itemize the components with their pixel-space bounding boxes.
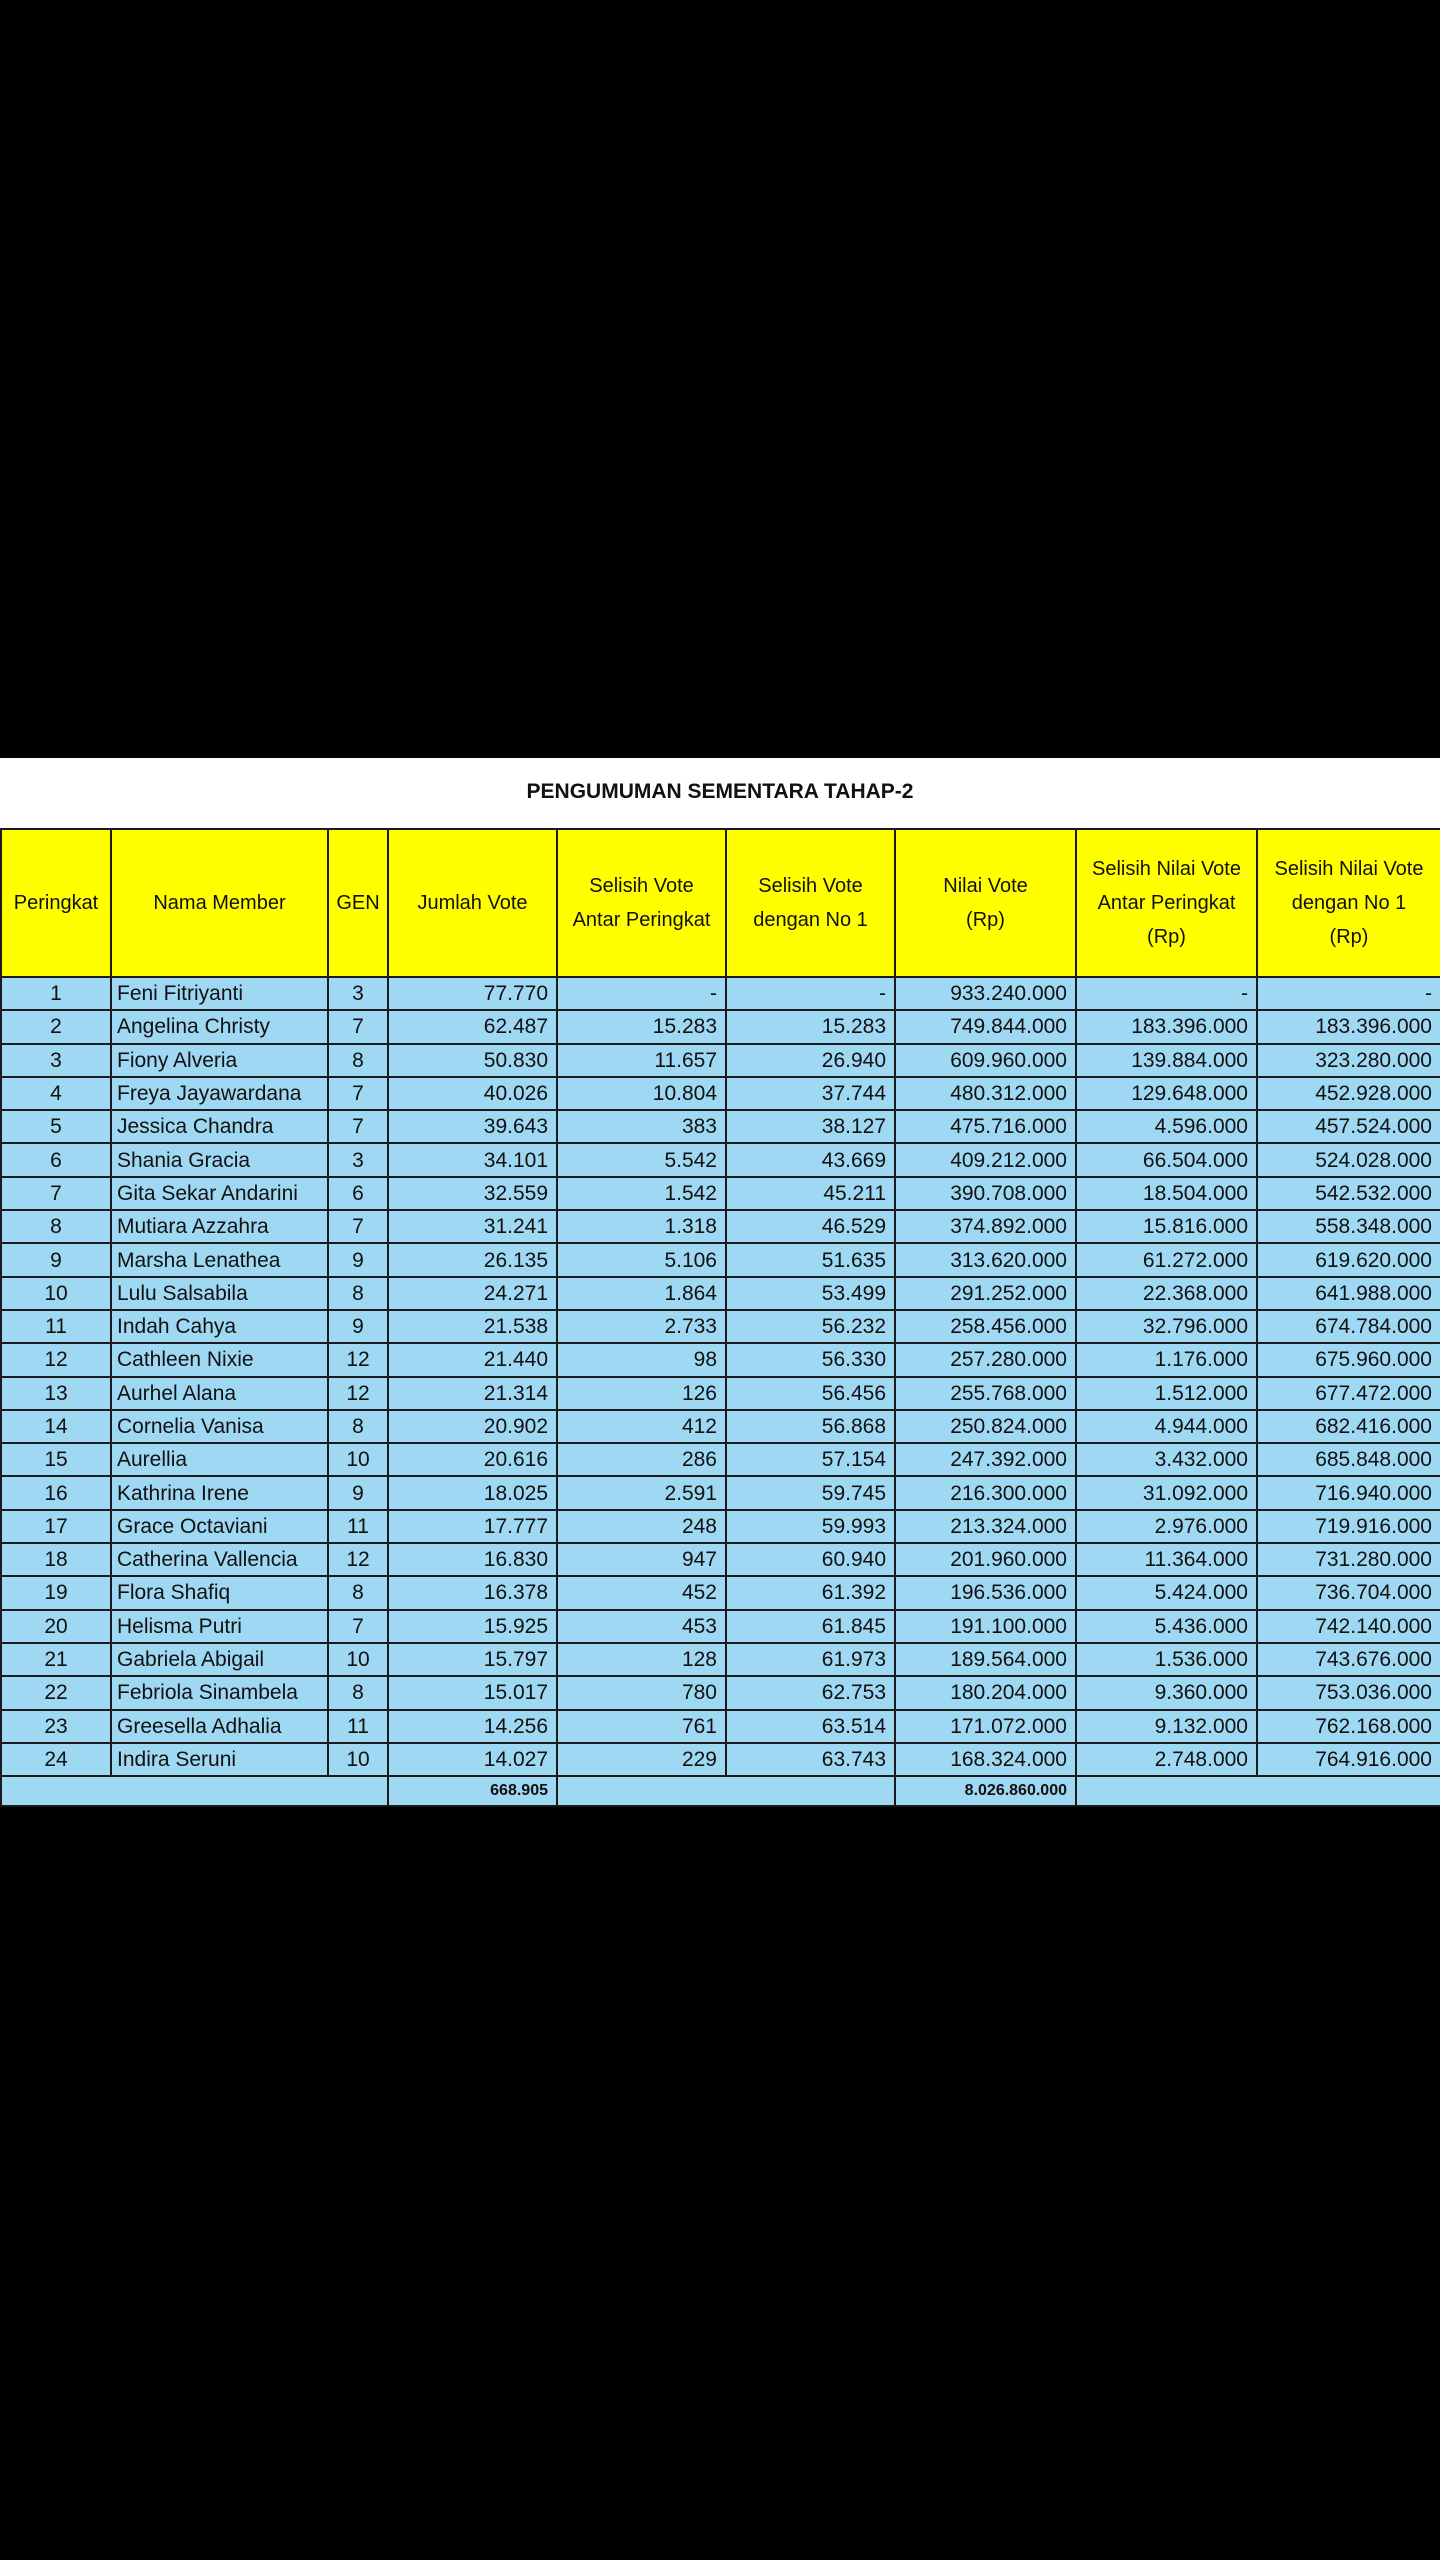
cell-value-diff-first: 323.280.000 [1257,1044,1440,1077]
cell-diff-first: 56.330 [726,1343,895,1376]
cell-diff-prev: 780 [557,1676,726,1709]
cell-diff-prev: 2.733 [557,1310,726,1343]
cell-diff-first: 62.753 [726,1676,895,1709]
cell-value: 191.100.000 [895,1610,1076,1643]
cell-diff-prev: 2.591 [557,1476,726,1509]
cell-diff-prev: 126 [557,1377,726,1410]
cell-value-diff-first: 558.348.000 [1257,1210,1440,1243]
cell-diff-prev: 1.318 [557,1210,726,1243]
cell-gen: 10 [328,1643,388,1676]
cell-gen: 7 [328,1610,388,1643]
cell-name: Greesella Adhalia [111,1710,328,1743]
cell-diff-first: 45.211 [726,1177,895,1210]
cell-value-diff-prev: 183.396.000 [1076,1010,1257,1043]
cell-gen: 7 [328,1077,388,1110]
cell-value: 291.252.000 [895,1277,1076,1310]
cell-name: Jessica Chandra [111,1110,328,1143]
cell-value-diff-first: 542.532.000 [1257,1177,1440,1210]
cell-value-diff-first: 457.524.000 [1257,1110,1440,1143]
cell-value-diff-prev: 1.176.000 [1076,1343,1257,1376]
table-row [1,1110,1440,1143]
cell-diff-first: 26.940 [726,1044,895,1077]
cell-rank: 16 [1,1476,111,1509]
cell-name: Helisma Putri [111,1610,328,1643]
table-row [1,1377,1440,1410]
cell-value: 213.324.000 [895,1510,1076,1543]
cell-diff-prev: 5.542 [557,1143,726,1176]
cell-diff-first: 63.743 [726,1743,895,1776]
cell-rank: 1 [1,977,111,1010]
header-rank: Peringkat [1,829,111,977]
cell-votes: 62.487 [388,1010,557,1043]
header-value-diff-first: Selisih Nilai Vote dengan No 1 (Rp) [1257,829,1440,977]
cell-name: Aurellia [111,1443,328,1476]
cell-rank: 10 [1,1277,111,1310]
cell-value: 216.300.000 [895,1476,1076,1509]
cell-diff-prev: 248 [557,1510,726,1543]
cell-gen: 7 [328,1210,388,1243]
cell-value-diff-first: 719.916.000 [1257,1510,1440,1543]
cell-votes: 50.830 [388,1044,557,1077]
cell-value-diff-first: 452.928.000 [1257,1077,1440,1110]
cell-value-diff-first: 742.140.000 [1257,1610,1440,1643]
cell-votes: 14.256 [388,1710,557,1743]
table-row [1,1476,1440,1509]
cell-votes: 21.314 [388,1377,557,1410]
cell-name: Flora Shafiq [111,1576,328,1609]
cell-value: 257.280.000 [895,1343,1076,1376]
cell-diff-first: 43.669 [726,1143,895,1176]
cell-name: Febriola Sinambela [111,1676,328,1709]
cell-gen: 10 [328,1443,388,1476]
cell-value: 189.564.000 [895,1643,1076,1676]
cell-value: 609.960.000 [895,1044,1076,1077]
cell-value: 255.768.000 [895,1377,1076,1410]
cell-votes: 40.026 [388,1077,557,1110]
cell-value-diff-prev: 4.944.000 [1076,1410,1257,1443]
cell-value-diff-prev: 2.748.000 [1076,1743,1257,1776]
total-votes: 668.905 [388,1776,557,1806]
cell-value-diff-first: 524.028.000 [1257,1143,1440,1176]
cell-value: 196.536.000 [895,1576,1076,1609]
cell-value-diff-prev: 11.364.000 [1076,1543,1257,1576]
cell-gen: 8 [328,1410,388,1443]
cell-gen: 7 [328,1010,388,1043]
cell-value-diff-prev: 22.368.000 [1076,1277,1257,1310]
cell-diff-prev: 229 [557,1743,726,1776]
cell-diff-first: 37.744 [726,1077,895,1110]
cell-name: Lulu Salsabila [111,1277,328,1310]
table-row [1,1143,1440,1176]
cell-rank: 13 [1,1377,111,1410]
cell-rank: 21 [1,1643,111,1676]
cell-name: Cornelia Vanisa [111,1410,328,1443]
cell-value-diff-prev: 1.536.000 [1076,1643,1257,1676]
cell-diff-first: - [726,977,895,1010]
table-row [1,1243,1440,1276]
cell-name: Marsha Lenathea [111,1243,328,1276]
cell-value-diff-first: - [1257,977,1440,1010]
cell-value-diff-first: 682.416.000 [1257,1410,1440,1443]
cell-diff-first: 53.499 [726,1277,895,1310]
cell-diff-prev: 453 [557,1610,726,1643]
cell-rank: 7 [1,1177,111,1210]
results-table [0,828,1440,1807]
cell-value: 180.204.000 [895,1676,1076,1709]
cell-diff-prev: 286 [557,1443,726,1476]
cell-votes: 34.101 [388,1143,557,1176]
cell-value-diff-prev: 1.512.000 [1076,1377,1257,1410]
cell-diff-first: 46.529 [726,1210,895,1243]
cell-value-diff-first: 764.916.000 [1257,1743,1440,1776]
cell-diff-first: 61.973 [726,1643,895,1676]
cell-votes: 39.643 [388,1110,557,1143]
cell-name: Gita Sekar Andarini [111,1177,328,1210]
cell-gen: 6 [328,1177,388,1210]
cell-diff-first: 63.514 [726,1710,895,1743]
cell-votes: 15.797 [388,1643,557,1676]
cell-value-diff-first: 685.848.000 [1257,1443,1440,1476]
cell-value-diff-prev: - [1076,977,1257,1010]
cell-votes: 31.241 [388,1210,557,1243]
cell-value-diff-first: 619.620.000 [1257,1243,1440,1276]
cell-value: 250.824.000 [895,1410,1076,1443]
cell-diff-prev: 1.542 [557,1177,726,1210]
cell-name: Mutiara Azzahra [111,1210,328,1243]
cell-votes: 77.770 [388,977,557,1010]
cell-diff-prev: 412 [557,1410,726,1443]
cell-value-diff-prev: 18.504.000 [1076,1177,1257,1210]
cell-value-diff-prev: 66.504.000 [1076,1143,1257,1176]
header-diff-first: Selisih Vote dengan No 1 [726,829,895,977]
sheet-title: PENGUMUMAN SEMENTARA TAHAP-2 [526,780,914,803]
cell-value-diff-prev: 5.424.000 [1076,1576,1257,1609]
cell-value: 247.392.000 [895,1443,1076,1476]
table-row [1,977,1440,1010]
cell-value-diff-first: 753.036.000 [1257,1676,1440,1709]
cell-name: Kathrina Irene [111,1476,328,1509]
cell-name: Indah Cahya [111,1310,328,1343]
cell-votes: 16.830 [388,1543,557,1576]
cell-diff-first: 57.154 [726,1443,895,1476]
cell-value-diff-prev: 9.132.000 [1076,1710,1257,1743]
cell-rank: 12 [1,1343,111,1376]
cell-diff-prev: - [557,977,726,1010]
cell-gen: 8 [328,1676,388,1709]
cell-rank: 24 [1,1743,111,1776]
cell-rank: 23 [1,1710,111,1743]
cell-value: 409.212.000 [895,1143,1076,1176]
cell-gen: 7 [328,1110,388,1143]
spreadsheet [0,758,1440,1805]
cell-diff-prev: 11.657 [557,1044,726,1077]
cell-diff-first: 15.283 [726,1010,895,1043]
cell-name: Freya Jayawardana [111,1077,328,1110]
cell-name: Angelina Christy [111,1010,328,1043]
totals-row [1,1776,1440,1806]
cell-value-diff-prev: 4.596.000 [1076,1110,1257,1143]
cell-diff-prev: 383 [557,1110,726,1143]
totals-blank-2 [557,1776,895,1806]
cell-gen: 9 [328,1476,388,1509]
cell-value-diff-first: 674.784.000 [1257,1310,1440,1343]
table-row [1,1510,1440,1543]
table-row [1,1643,1440,1676]
totals-blank [1,1776,388,1806]
cell-value-diff-first: 677.472.000 [1257,1377,1440,1410]
cell-value-diff-first: 675.960.000 [1257,1343,1440,1376]
cell-votes: 21.538 [388,1310,557,1343]
cell-rank: 8 [1,1210,111,1243]
header-value: Nilai Vote (Rp) [895,829,1076,977]
table-row [1,1610,1440,1643]
cell-name: Cathleen Nixie [111,1343,328,1376]
table-row [1,1077,1440,1110]
cell-rank: 19 [1,1576,111,1609]
cell-value: 374.892.000 [895,1210,1076,1243]
cell-value-diff-prev: 129.648.000 [1076,1077,1257,1110]
cell-name: Fiony Alveria [111,1044,328,1077]
cell-votes: 20.616 [388,1443,557,1476]
cell-diff-first: 61.392 [726,1576,895,1609]
cell-diff-prev: 5.106 [557,1243,726,1276]
cell-votes: 14.027 [388,1743,557,1776]
cell-value: 749.844.000 [895,1010,1076,1043]
cell-value-diff-first: 743.676.000 [1257,1643,1440,1676]
cell-votes: 21.440 [388,1343,557,1376]
cell-rank: 14 [1,1410,111,1443]
cell-value-diff-first: 716.940.000 [1257,1476,1440,1509]
cell-value-diff-first: 736.704.000 [1257,1576,1440,1609]
table-row [1,1443,1440,1476]
cell-votes: 15.017 [388,1676,557,1709]
header-row [1,829,1440,977]
cell-rank: 11 [1,1310,111,1343]
cell-value-diff-prev: 9.360.000 [1076,1676,1257,1709]
cell-value: 171.072.000 [895,1710,1076,1743]
table-row [1,1010,1440,1043]
cell-diff-prev: 128 [557,1643,726,1676]
cell-votes: 26.135 [388,1243,557,1276]
cell-diff-prev: 98 [557,1343,726,1376]
cell-value: 390.708.000 [895,1177,1076,1210]
cell-gen: 9 [328,1243,388,1276]
cell-gen: 8 [328,1044,388,1077]
header-diff-prev: Selisih Vote Antar Peringkat [557,829,726,977]
header-name: Nama Member [111,829,328,977]
cell-rank: 9 [1,1243,111,1276]
cell-value: 475.716.000 [895,1110,1076,1143]
table-row [1,1277,1440,1310]
cell-gen: 10 [328,1743,388,1776]
cell-diff-first: 56.232 [726,1310,895,1343]
totals-blank-3 [1076,1776,1440,1806]
table-row [1,1743,1440,1776]
cell-votes: 18.025 [388,1476,557,1509]
cell-name: Grace Octaviani [111,1510,328,1543]
cell-rank: 15 [1,1443,111,1476]
cell-value-diff-prev: 3.432.000 [1076,1443,1257,1476]
cell-diff-prev: 1.864 [557,1277,726,1310]
cell-value: 480.312.000 [895,1077,1076,1110]
cell-value-diff-first: 762.168.000 [1257,1710,1440,1743]
cell-name: Catherina Vallencia [111,1543,328,1576]
cell-rank: 3 [1,1044,111,1077]
cell-value-diff-prev: 15.816.000 [1076,1210,1257,1243]
cell-diff-prev: 15.283 [557,1010,726,1043]
table-row [1,1044,1440,1077]
cell-diff-first: 60.940 [726,1543,895,1576]
header-gen: GEN [328,829,388,977]
cell-name: Gabriela Abigail [111,1643,328,1676]
cell-diff-prev: 761 [557,1710,726,1743]
cell-value-diff-first: 641.988.000 [1257,1277,1440,1310]
cell-value-diff-prev: 5.436.000 [1076,1610,1257,1643]
cell-value: 168.324.000 [895,1743,1076,1776]
cell-diff-first: 38.127 [726,1110,895,1143]
cell-diff-first: 51.635 [726,1243,895,1276]
table-row [1,1576,1440,1609]
cell-votes: 32.559 [388,1177,557,1210]
cell-rank: 6 [1,1143,111,1176]
cell-diff-prev: 10.804 [557,1077,726,1110]
cell-value-diff-prev: 61.272.000 [1076,1243,1257,1276]
cell-votes: 16.378 [388,1576,557,1609]
cell-gen: 8 [328,1277,388,1310]
table-row [1,1676,1440,1709]
table-row [1,1710,1440,1743]
cell-gen: 8 [328,1576,388,1609]
cell-votes: 17.777 [388,1510,557,1543]
cell-diff-first: 59.993 [726,1510,895,1543]
cell-diff-first: 56.868 [726,1410,895,1443]
cell-value-diff-first: 183.396.000 [1257,1010,1440,1043]
table-row [1,1210,1440,1243]
cell-votes: 24.271 [388,1277,557,1310]
cell-votes: 20.902 [388,1410,557,1443]
total-value: 8.026.860.000 [895,1776,1076,1806]
cell-diff-first: 59.745 [726,1476,895,1509]
cell-value: 258.456.000 [895,1310,1076,1343]
cell-value-diff-prev: 31.092.000 [1076,1476,1257,1509]
cell-value: 313.620.000 [895,1243,1076,1276]
cell-value: 933.240.000 [895,977,1076,1010]
cell-rank: 22 [1,1676,111,1709]
cell-rank: 5 [1,1110,111,1143]
cell-gen: 3 [328,1143,388,1176]
table-row [1,1343,1440,1376]
cell-gen: 3 [328,977,388,1010]
cell-name: Shania Gracia [111,1143,328,1176]
header-votes: Jumlah Vote [388,829,557,977]
table-row [1,1177,1440,1210]
cell-gen: 12 [328,1343,388,1376]
cell-value-diff-prev: 32.796.000 [1076,1310,1257,1343]
cell-name: Indira Seruni [111,1743,328,1776]
cell-value: 201.960.000 [895,1543,1076,1576]
cell-rank: 20 [1,1610,111,1643]
cell-gen: 12 [328,1543,388,1576]
cell-gen: 9 [328,1310,388,1343]
cell-value-diff-prev: 2.976.000 [1076,1510,1257,1543]
cell-diff-first: 61.845 [726,1610,895,1643]
cell-rank: 18 [1,1543,111,1576]
cell-value-diff-prev: 139.884.000 [1076,1044,1257,1077]
cell-rank: 2 [1,1010,111,1043]
table-row [1,1310,1440,1343]
cell-gen: 11 [328,1510,388,1543]
cell-gen: 12 [328,1377,388,1410]
header-value-diff-prev: Selisih Nilai Vote Antar Peringkat (Rp) [1076,829,1257,977]
cell-name: Aurhel Alana [111,1377,328,1410]
cell-diff-prev: 452 [557,1576,726,1609]
table-body [1,977,1440,1776]
cell-rank: 4 [1,1077,111,1110]
table-row [1,1543,1440,1576]
cell-gen: 11 [328,1710,388,1743]
cell-rank: 17 [1,1510,111,1543]
table-row [1,1410,1440,1443]
cell-votes: 15.925 [388,1610,557,1643]
cell-diff-prev: 947 [557,1543,726,1576]
cell-name: Feni Fitriyanti [111,977,328,1010]
cell-value-diff-first: 731.280.000 [1257,1543,1440,1576]
cell-diff-first: 56.456 [726,1377,895,1410]
